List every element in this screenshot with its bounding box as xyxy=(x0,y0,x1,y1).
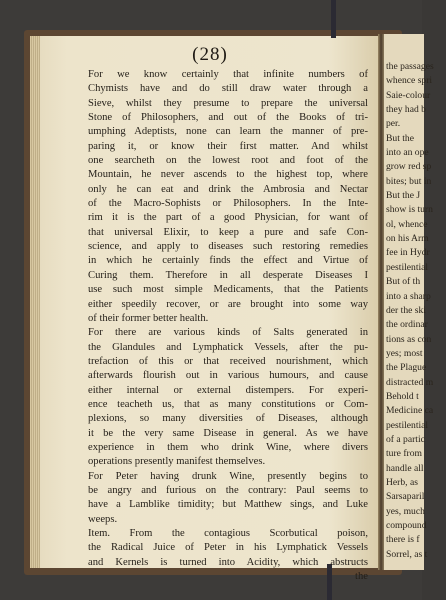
facing-text-line: der the ski xyxy=(386,304,426,316)
text-line: only he can eat and drink the Ambrosia and Nectar xyxy=(88,183,368,195)
page-number: (28) xyxy=(192,44,228,65)
facing-page-text xyxy=(386,60,446,562)
facing-text-line: ture from xyxy=(386,448,422,460)
text-line: it be the very same Disease in general. As we have xyxy=(88,427,368,439)
text-line: plexions, so many diversities of Diseases, although xyxy=(88,413,368,425)
facing-text-line: pestilential xyxy=(386,419,429,431)
facing-text-line: Saie-colour xyxy=(386,89,431,101)
text-line: Chymists have and do still draw water through a xyxy=(88,83,368,95)
text-line: operations presently manifest themselves. xyxy=(88,456,266,468)
facing-text-line: on his Arm xyxy=(386,233,429,245)
facing-text-line: Medicine ca xyxy=(386,405,434,417)
text-line: Mountain, he never ascends to the highest top, where xyxy=(88,169,368,181)
facing-text-line: tions as con xyxy=(386,333,432,345)
text-line: that universal Elixir, to keep a pure and safe Con- xyxy=(88,226,368,238)
text-line: Curing them. Therefore in all desperate Diseases I xyxy=(88,269,368,281)
text-line: Stone of Philosophers, and out of the Books of tri- xyxy=(88,112,368,124)
text-line: Sieve, whilst they presume to prepare the universal xyxy=(88,97,368,109)
facing-text-line: pestilential xyxy=(386,261,429,273)
text-line: have a Lamblike timidity; but Matthew sings, and Luke xyxy=(88,499,368,511)
text-line: in which he certainly finds the effect and Virtue of xyxy=(88,255,368,267)
facing-text-line: yes, much xyxy=(386,505,425,517)
text-line: afterwards flourish out in various humours, and cause xyxy=(88,370,368,382)
text-line: For there are various kinds of Salts generated in xyxy=(88,327,368,339)
text-line: and Kernels is turned into Acidity, which abstructs xyxy=(88,556,368,568)
facing-text-line: yes; most xyxy=(386,347,423,359)
text-line: be angry and furious on the contrary: Paul seems to xyxy=(88,484,368,496)
facing-text-line: show is turn xyxy=(386,204,433,216)
text-line: of their former better health. xyxy=(88,312,209,324)
text-line: one searcheth on the lowest root and foot of the xyxy=(88,155,368,167)
text-line: ence teacheth us, that as many constitutions or Com- xyxy=(88,398,368,410)
facing-text-line: of a partic xyxy=(386,433,425,445)
facing-text-line: they had b xyxy=(386,104,426,116)
text-line: Item. From the contagious Scorbutical poison, xyxy=(88,528,368,539)
facing-text-line: ol, whence xyxy=(386,218,428,230)
text-line: either speedily recover, or are brought into some way xyxy=(88,298,368,310)
facing-text-line: the Plague xyxy=(386,362,427,374)
text-line: rim it is the part of a good Physician, for want of xyxy=(88,212,368,224)
facing-text-line: But the xyxy=(386,132,414,144)
facing-text-line: But of th xyxy=(386,276,421,288)
facing-text-line: Sarsaparil xyxy=(386,491,425,503)
facing-text-line: But the J xyxy=(386,190,421,202)
text-line: the Radical Juice of Peter in his Lymphatick Vessels xyxy=(88,542,368,554)
facing-text-line: into a sharp xyxy=(386,290,431,302)
facing-text-line: compound xyxy=(386,520,427,531)
facing-text-line: Behold t xyxy=(386,390,419,402)
catchword: the xyxy=(355,571,368,583)
facing-text-line: handle all xyxy=(386,462,424,474)
facing-text-line: Herb, as xyxy=(386,476,418,488)
facing-text-line: Sorrel, as t xyxy=(386,548,428,560)
text-line: experience in them who drink Wine, where divers xyxy=(88,441,368,453)
bookmark-ribbon-top xyxy=(331,0,336,38)
text-line: weeps. xyxy=(88,513,118,525)
facing-text-line: grow red sp xyxy=(386,161,432,173)
facing-text-line: into an ope xyxy=(386,147,429,159)
facing-text-line: the passages xyxy=(386,61,434,72)
facing-text-line: there is f xyxy=(386,534,420,546)
text-line: trefaction of this or that received nourishment, which xyxy=(88,355,368,367)
text-line: of the Macro-Sophists or Philosophers. In the Inte- xyxy=(88,198,368,210)
facing-text-line: the ordinar xyxy=(386,319,428,331)
text-line: science, and apply to diseases such restoring remedies xyxy=(88,241,368,253)
facing-text-line: bites; but in xyxy=(386,175,432,187)
text-line: paring it, or know their first matter. And whilst xyxy=(88,140,368,152)
facing-text-line: whence spri xyxy=(386,75,433,87)
facing-text-line: fee in Hydr xyxy=(386,247,430,259)
text-line: either internal or external distempers. For experi- xyxy=(88,384,368,396)
page-text xyxy=(88,68,368,584)
text-line: use such most simple Medicaments, that the Patients xyxy=(88,284,368,296)
text-line: umphing Adeptists, none can learn the manner of pre- xyxy=(88,126,368,138)
text-line: the Glandules and Lymphatick Vessels, after the pu- xyxy=(88,341,368,353)
text-line: For we know certainly that infinite numbers of xyxy=(88,69,368,80)
text-line: For Peter having drunk Wine, presently begins to xyxy=(88,470,368,482)
facing-text-line: per. xyxy=(386,118,401,130)
facing-text-line: distracted m xyxy=(386,376,434,388)
